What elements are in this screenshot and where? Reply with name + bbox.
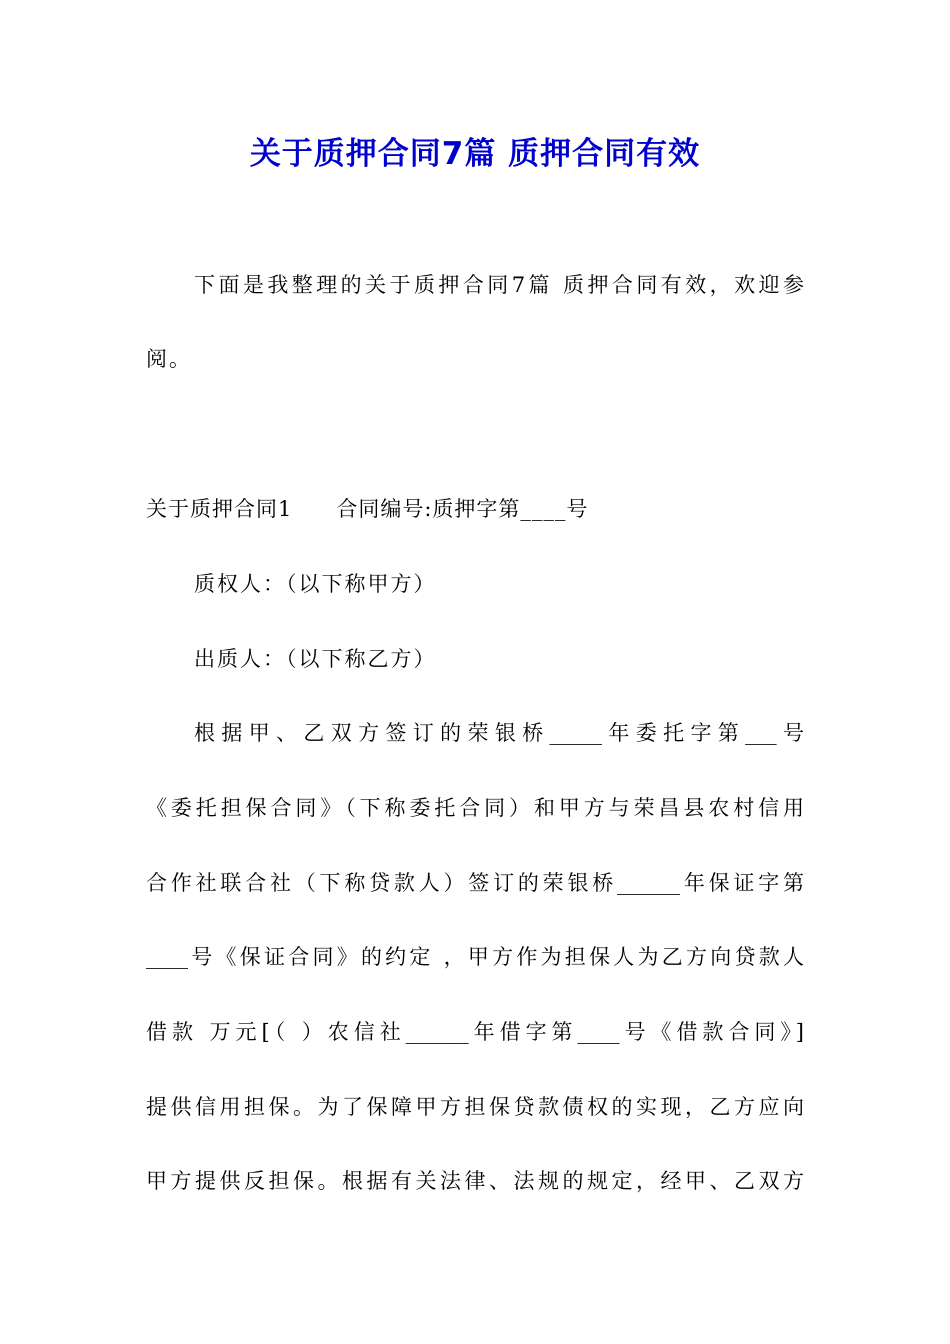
- pledgor-line: 出质人：（以下称乙方）: [194, 647, 437, 671]
- page-title: 关于质押合同7篇 质押合同有效: [249, 136, 701, 172]
- pledgee-line: 质权人：（以下称甲方）: [194, 572, 437, 596]
- section-heading: 关于质押合同1 合同编号:质押字第____号: [146, 497, 589, 521]
- body-line-3: 合作社联合社（下称贷款人）签订的荣银桥______年保证字第: [146, 871, 804, 895]
- body-line-7: 甲方提供反担保。根据有关法律、法规的规定，经甲、乙双方: [146, 1169, 804, 1193]
- body-line-2: 《委托担保合同》（下称委托合同）和甲方与荣昌县农村信用: [146, 796, 804, 820]
- body-line-4: ____号《保证合同》的约定 ，甲方作为担保人为乙方向贷款人: [146, 945, 804, 969]
- body-line-5: 借款 万元[（ ）农信社______年借字第____号《借款合同》]: [146, 1020, 804, 1044]
- body-line-1: 根据甲、乙双方签订的荣银桥_____年委托字第___号: [194, 721, 804, 745]
- body-line-6: 提供信用担保。为了保障甲方担保贷款债权的实现，乙方应向: [146, 1095, 804, 1119]
- intro-line-2: 阅。: [146, 347, 192, 371]
- intro-line-1: 下面是我整理的关于质押合同7篇 质押合同有效，欢迎参: [194, 273, 804, 297]
